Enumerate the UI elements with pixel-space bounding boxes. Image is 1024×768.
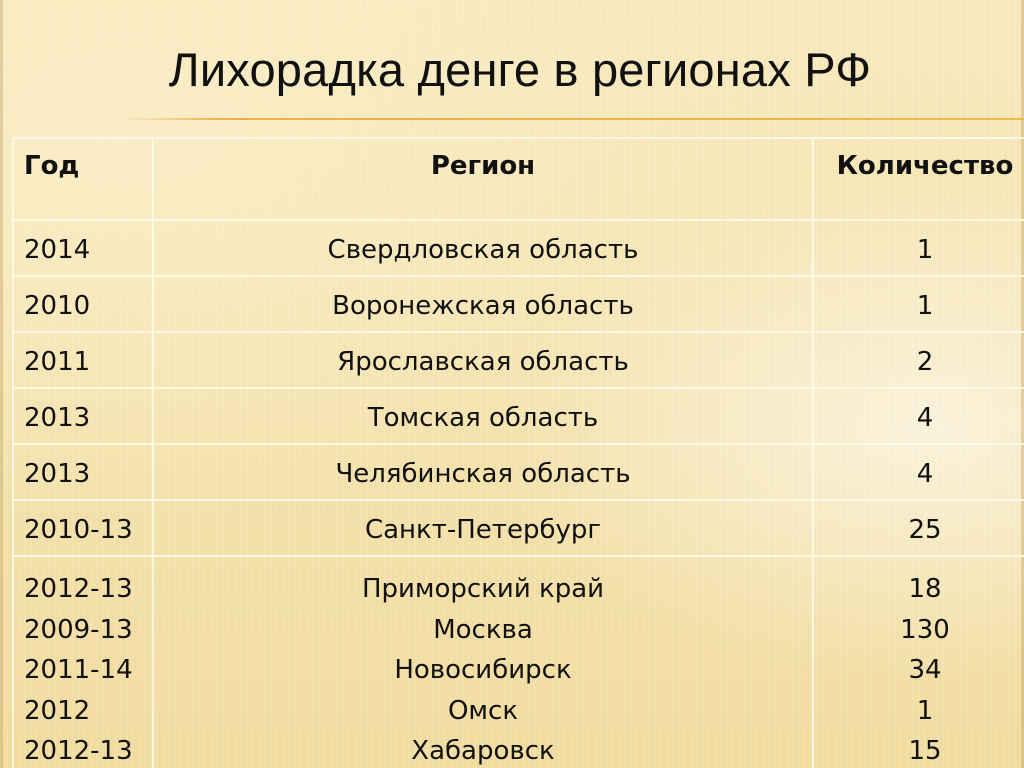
table-row: [13, 388, 1024, 444]
cell-region: Санкт-Петербург: [153, 500, 813, 556]
table-row: [13, 444, 1024, 500]
cell-year: 2012-13: [24, 736, 133, 766]
cell-region: Ярославская область: [153, 332, 813, 388]
cell-region: Новосибирск: [394, 655, 572, 685]
table-row-grouped: [13, 556, 1024, 768]
cell-region: Москва: [433, 614, 533, 645]
cell-count: 1: [813, 220, 1024, 276]
cell-counts-group: [813, 556, 1024, 768]
cell-year: 2010-13: [13, 500, 153, 556]
header-count: Количество: [813, 138, 1024, 220]
cell-count: 130: [900, 614, 950, 645]
cell-regions-group: [153, 556, 813, 768]
cell-year: 2012: [24, 695, 91, 726]
cell-year: 2013: [13, 388, 153, 444]
cell-year: 2013: [13, 444, 153, 500]
cell-count: 1: [916, 695, 934, 726]
title-underline: [120, 118, 1024, 120]
cell-year: 2014: [13, 220, 153, 276]
cell-region: Воронежская область: [153, 276, 813, 332]
cell-region: Томская область: [153, 388, 813, 444]
table-row: [13, 500, 1024, 556]
cell-region: Хабаровск: [411, 736, 555, 766]
cell-count: 1: [813, 276, 1024, 332]
slide-title: Лихорадка денге в регионах РФ: [168, 43, 872, 96]
header-year: Год: [13, 138, 153, 220]
header-region: Регион: [153, 138, 813, 220]
cell-year: 2010: [13, 276, 153, 332]
cell-year: 2009-13: [24, 614, 133, 645]
cell-count: 25: [813, 500, 1024, 556]
cell-count: 34: [908, 655, 942, 685]
dengue-regions-table: [12, 137, 1024, 768]
cell-year: 2011: [13, 332, 153, 388]
cell-year: 2011-14: [24, 655, 133, 685]
table-header-row: [13, 138, 1024, 220]
cell-count: 2: [813, 332, 1024, 388]
cell-count: 18: [908, 574, 942, 604]
cell-years-group: [13, 556, 153, 768]
cell-year: 2012-13: [24, 574, 133, 604]
cell-region: Приморский край: [361, 574, 605, 604]
cell-count: 15: [908, 736, 942, 766]
cell-region: Свердловская область: [153, 220, 813, 276]
table-row: [13, 332, 1024, 388]
cell-count: 4: [813, 444, 1024, 500]
table-row: [13, 220, 1024, 276]
table-row: [13, 276, 1024, 332]
cell-region: Омск: [447, 695, 519, 726]
cell-count: 4: [813, 388, 1024, 444]
cell-region: Челябинская область: [153, 444, 813, 500]
